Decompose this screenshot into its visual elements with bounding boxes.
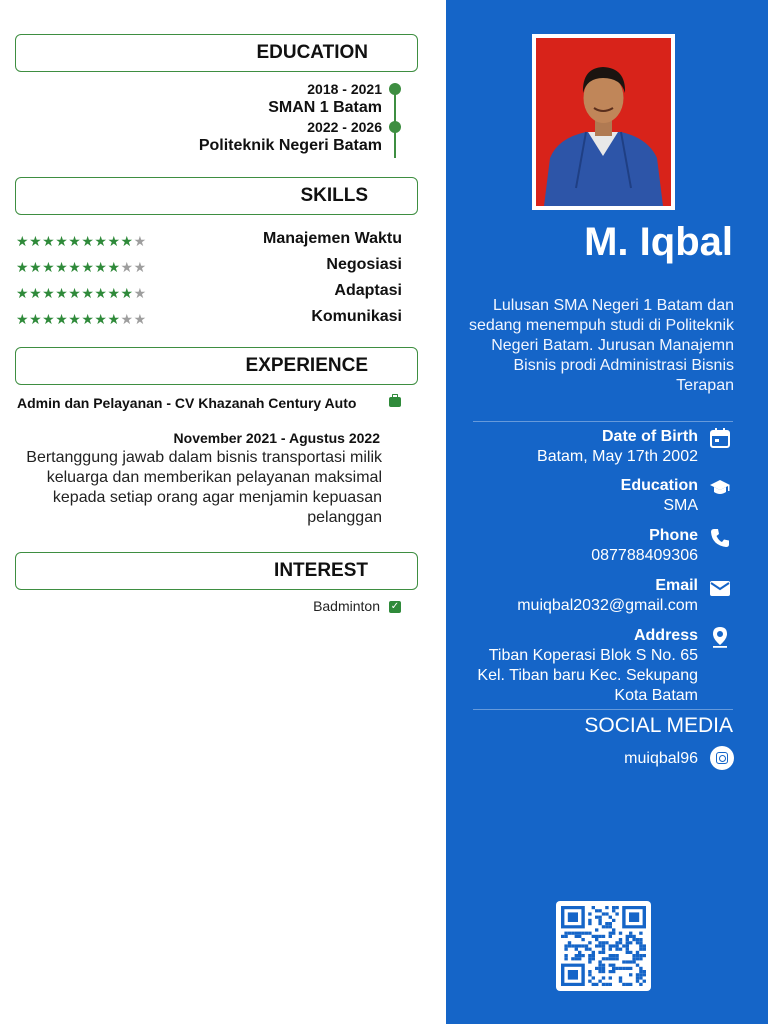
star-filled-icon: ★ (29, 259, 43, 275)
star-filled-icon: ★ (81, 233, 95, 249)
skill-name: Manajemen Waktu (263, 230, 402, 247)
education-school: Politeknik Negeri Batam (198, 137, 382, 154)
timeline-dot (389, 121, 401, 133)
star-filled-icon: ★ (16, 233, 30, 249)
social-media-title: SOCIAL MEDIA (584, 714, 733, 737)
star-filled-icon: ★ (107, 285, 121, 301)
star-filled-icon: ★ (68, 311, 82, 327)
education-years: 2018 - 2021 (307, 81, 382, 97)
dob-block (537, 427, 698, 467)
star-filled-icon: ★ (94, 259, 108, 275)
email-value[interactable]: muiqbal2032@gmail.com (517, 597, 698, 614)
star-filled-icon: ★ (81, 259, 95, 275)
skill-row (16, 282, 402, 304)
briefcase-icon (389, 397, 401, 407)
dob-value: Batam, May 17th 2002 (537, 448, 698, 465)
experience-description: Bertanggung jawab dalam bisnis transportasi milik keluarga dan memberikan pelayanan maksimal kepada setiap orang agar menjamin kepuasan pelanggan (26, 449, 382, 526)
phone-label: Phone (649, 527, 698, 544)
divider (473, 709, 733, 710)
person-avatar-illustration (536, 38, 671, 206)
star-filled-icon: ★ (68, 259, 82, 275)
education-years: 2022 - 2026 (307, 119, 382, 135)
star-filled-icon: ★ (107, 233, 121, 249)
skill-rating-stars (16, 232, 147, 250)
profile-photo (536, 38, 671, 206)
star-empty-icon: ★ (120, 311, 134, 327)
phone-icon (709, 527, 731, 549)
address-label: Address (633, 627, 698, 644)
star-filled-icon: ★ (42, 311, 56, 327)
address-value: Tiban Koperasi Blok S No. 65 Kel. Tiban baru Kec. Sekupang Kota Batam (477, 647, 698, 704)
skill-row (16, 256, 402, 278)
star-filled-icon: ★ (55, 285, 69, 301)
interest-header: INTEREST (15, 552, 418, 590)
experience-header: EXPERIENCE (15, 347, 418, 385)
star-filled-icon: ★ (120, 285, 134, 301)
star-empty-icon: ★ (133, 259, 147, 275)
skill-name: Negosiasi (326, 256, 402, 273)
star-filled-icon: ★ (68, 233, 82, 249)
education-header: EDUCATION (15, 34, 418, 72)
skill-rating-stars (16, 258, 147, 276)
dob-label: Date of Birth (602, 428, 698, 445)
skills-header: SKILLS (15, 177, 418, 215)
experience-title: Admin dan Pelayanan - CV Khazanah Century Auto (17, 395, 357, 411)
star-filled-icon: ★ (55, 259, 69, 275)
profile-photo-frame (532, 34, 675, 210)
education-timeline (150, 80, 400, 158)
skill-name: Komunikasi (311, 308, 402, 325)
education-value: SMA (663, 497, 698, 514)
star-filled-icon: ★ (94, 311, 108, 327)
profile-summary: Lulusan SMA Negeri 1 Batam dan sedang menempuh studi di Politeknik Negeri Batam. Jurusan Manajemn Bisnis prodi Administrasi Bisnis Terapan (468, 297, 734, 394)
skill-rating-stars (16, 284, 147, 302)
star-filled-icon: ★ (42, 233, 56, 249)
star-filled-icon: ★ (29, 233, 43, 249)
star-filled-icon: ★ (68, 285, 82, 301)
star-filled-icon: ★ (81, 285, 95, 301)
education-school: SMAN 1 Batam (268, 99, 382, 116)
interest-item: Badminton (313, 598, 380, 614)
instagram-handle[interactable]: muiqbal96 (624, 750, 698, 767)
skill-row (16, 308, 402, 330)
star-empty-icon: ★ (120, 259, 134, 275)
star-empty-icon: ★ (133, 233, 147, 249)
education-label: Education (620, 477, 698, 494)
email-icon (709, 577, 731, 599)
calendar-icon (709, 427, 731, 449)
star-filled-icon: ★ (107, 259, 121, 275)
star-filled-icon: ★ (16, 285, 30, 301)
star-filled-icon: ★ (29, 285, 43, 301)
experience-period: November 2021 - Agustus 2022 (173, 430, 380, 446)
star-filled-icon: ★ (94, 233, 108, 249)
location-pin-icon (709, 626, 731, 648)
address-block (468, 626, 698, 706)
profile-name: M. Iqbal (584, 220, 733, 264)
phone-value: 087788409306 (591, 547, 698, 564)
qr-code[interactable] (556, 901, 651, 991)
skill-rating-stars (16, 310, 147, 328)
email-label: Email (655, 577, 698, 594)
star-empty-icon: ★ (133, 311, 147, 327)
star-filled-icon: ★ (120, 233, 134, 249)
timeline-dot (389, 83, 401, 95)
star-filled-icon: ★ (16, 311, 30, 327)
star-filled-icon: ★ (94, 285, 108, 301)
qr-code-pattern (561, 906, 646, 986)
graduation-cap-icon (709, 477, 731, 499)
star-filled-icon: ★ (55, 233, 69, 249)
star-filled-icon: ★ (81, 311, 95, 327)
divider (473, 421, 733, 422)
email-block (517, 576, 698, 616)
checkbox-icon: ✓ (390, 601, 400, 612)
skill-name: Adaptasi (334, 282, 402, 299)
skill-row (16, 230, 402, 252)
star-filled-icon: ★ (42, 285, 56, 301)
phone-block (591, 526, 698, 566)
star-empty-icon: ★ (133, 285, 147, 301)
star-filled-icon: ★ (29, 311, 43, 327)
star-filled-icon: ★ (42, 259, 56, 275)
star-filled-icon: ★ (16, 259, 30, 275)
instagram-icon[interactable] (710, 746, 734, 770)
star-filled-icon: ★ (55, 311, 69, 327)
right-sidebar (446, 0, 768, 1024)
education-block (621, 476, 698, 516)
star-filled-icon: ★ (107, 311, 121, 327)
